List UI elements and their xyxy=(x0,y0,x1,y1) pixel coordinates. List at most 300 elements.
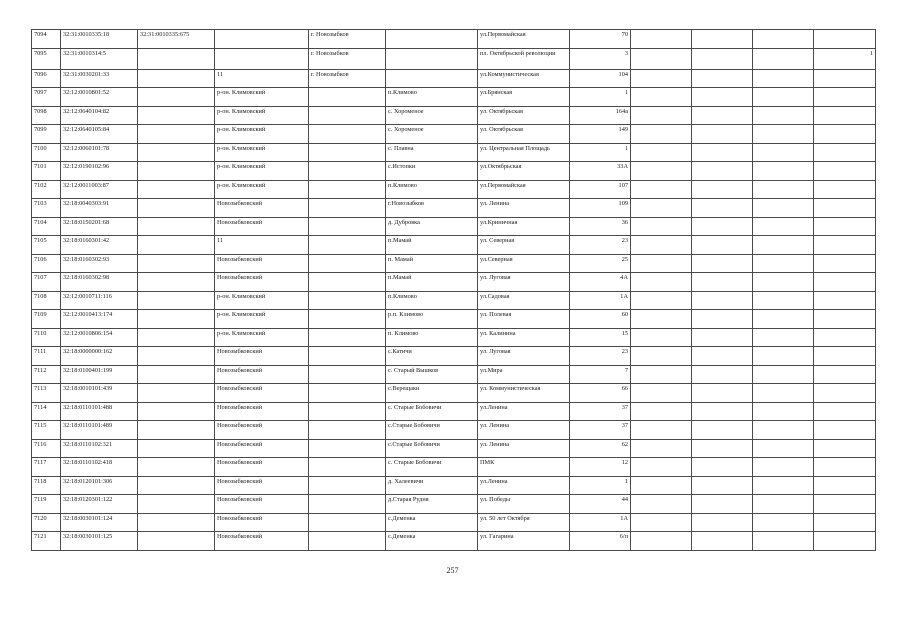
cell-col-11 xyxy=(753,458,814,477)
cell-col-12 xyxy=(814,180,876,199)
cell-parent-cadastral-number xyxy=(138,106,215,125)
cell-col-10 xyxy=(692,273,753,292)
cell-house-number: 109 xyxy=(570,199,631,218)
registry-table xyxy=(31,29,876,551)
cell-settlement: с. Хороменое xyxy=(386,106,478,125)
cell-street: ул.Первомайская xyxy=(478,30,570,49)
cell-parent-cadastral-number xyxy=(138,458,215,477)
cell-parent-cadastral-number xyxy=(138,254,215,273)
cell-house-number: 33А xyxy=(570,162,631,181)
cell-street: ул. 50 лет Октября xyxy=(478,513,570,532)
cell-col-9 xyxy=(631,162,692,181)
cell-city xyxy=(309,365,386,384)
cell-col-11 xyxy=(753,439,814,458)
cell-col-9 xyxy=(631,347,692,366)
cell-col-10 xyxy=(692,69,753,88)
cell-col-9 xyxy=(631,143,692,162)
cell-col-9 xyxy=(631,365,692,384)
cell-cadastral-number: 32:31:0010335:18 xyxy=(61,30,138,49)
cell-col-12 xyxy=(814,402,876,421)
cell-col-12 xyxy=(814,365,876,384)
cell-district: Новозыбковский xyxy=(215,495,309,514)
cell-col-12 xyxy=(814,310,876,329)
cell-cadastral-number: 32:18:0160302:98 xyxy=(61,273,138,292)
cell-parent-cadastral-number: 32:31:0010335:675 xyxy=(138,30,215,49)
table-row xyxy=(32,236,876,255)
cell-district: Новозыбковский xyxy=(215,365,309,384)
cell-city xyxy=(309,143,386,162)
cell-district: Новозыбковский xyxy=(215,273,309,292)
table-row xyxy=(32,476,876,495)
cell-street: ул. Луговая xyxy=(478,347,570,366)
cell-settlement: с.Старые Бобовичи xyxy=(386,439,478,458)
cell-cadastral-number: 32:18:0150201:68 xyxy=(61,217,138,236)
cell-col-10 xyxy=(692,532,753,551)
cell-col-9 xyxy=(631,532,692,551)
cell-col-10 xyxy=(692,310,753,329)
cell-district: р-он. Климовский xyxy=(215,310,309,329)
cell-street: ул. Ленина xyxy=(478,199,570,218)
cell-cadastral-number: 32:18:0000000:162 xyxy=(61,347,138,366)
cell-district: Новозыбковский xyxy=(215,199,309,218)
cell-district: Новозыбковский xyxy=(215,532,309,551)
cell-city xyxy=(309,439,386,458)
cell-city xyxy=(309,162,386,181)
cell-cadastral-number: 32:18:0030101:125 xyxy=(61,532,138,551)
table-row xyxy=(32,273,876,292)
cell-col-9 xyxy=(631,106,692,125)
cell-settlement: с.Старые Бобовичи xyxy=(386,421,478,440)
cell-parent-cadastral-number xyxy=(138,273,215,292)
cell-street: ул. Победы xyxy=(478,495,570,514)
cell-city xyxy=(309,328,386,347)
cell-street: ПМК xyxy=(478,458,570,477)
cell-district: р-он. Климовский xyxy=(215,106,309,125)
cell-house-number: 23 xyxy=(570,347,631,366)
cell-settlement: с.Деменка xyxy=(386,532,478,551)
table-row xyxy=(32,30,876,49)
cell-col-12 xyxy=(814,439,876,458)
cell-col-11 xyxy=(753,347,814,366)
cell-col-10 xyxy=(692,347,753,366)
cell-street: ул. Полевая xyxy=(478,310,570,329)
cell-row-number: 7097 xyxy=(32,88,61,107)
cell-city xyxy=(309,88,386,107)
cell-city xyxy=(309,254,386,273)
cell-district: Новозыбковский xyxy=(215,402,309,421)
cell-settlement xyxy=(386,30,478,49)
cell-parent-cadastral-number xyxy=(138,199,215,218)
cell-col-12 xyxy=(814,88,876,107)
cell-row-number: 7107 xyxy=(32,273,61,292)
cell-col-12 xyxy=(814,291,876,310)
cell-street: ул.Северная xyxy=(478,254,570,273)
cell-street: ул.Садовая xyxy=(478,291,570,310)
cell-parent-cadastral-number xyxy=(138,48,215,69)
cell-col-10 xyxy=(692,421,753,440)
cell-city xyxy=(309,180,386,199)
cell-city xyxy=(309,458,386,477)
cell-col-11 xyxy=(753,143,814,162)
cell-parent-cadastral-number xyxy=(138,476,215,495)
cell-cadastral-number: 32:12:0011003:87 xyxy=(61,180,138,199)
cell-col-12 xyxy=(814,236,876,255)
cell-col-9 xyxy=(631,458,692,477)
cell-col-11 xyxy=(753,476,814,495)
table-row xyxy=(32,254,876,273)
cell-col-12: 1 xyxy=(814,48,876,69)
cell-city xyxy=(309,347,386,366)
cell-parent-cadastral-number xyxy=(138,384,215,403)
cell-street: ул.Брянская xyxy=(478,88,570,107)
cell-street: ул.Коммунистическая xyxy=(478,69,570,88)
cell-col-11 xyxy=(753,217,814,236)
cell-street: ул. Ленина xyxy=(478,439,570,458)
cell-col-12 xyxy=(814,476,876,495)
cell-cadastral-number: 32:18:0110101:489 xyxy=(61,421,138,440)
cell-cadastral-number: 32:12:0060101:78 xyxy=(61,143,138,162)
cell-street: ул.Криничная xyxy=(478,217,570,236)
cell-cadastral-number: 32:18:0100401:199 xyxy=(61,365,138,384)
cell-col-10 xyxy=(692,199,753,218)
table-row xyxy=(32,88,876,107)
cell-col-9 xyxy=(631,199,692,218)
cell-col-9 xyxy=(631,125,692,144)
cell-col-9 xyxy=(631,273,692,292)
cell-col-9 xyxy=(631,495,692,514)
cell-parent-cadastral-number xyxy=(138,291,215,310)
cell-street: ул.Октябрьская xyxy=(478,162,570,181)
cell-col-12 xyxy=(814,328,876,347)
cell-cadastral-number: 32:18:0030101:124 xyxy=(61,513,138,532)
cell-col-10 xyxy=(692,513,753,532)
cell-col-9 xyxy=(631,180,692,199)
cell-col-10 xyxy=(692,236,753,255)
table-row xyxy=(32,328,876,347)
cell-row-number: 7096 xyxy=(32,69,61,88)
cell-house-number: 104 xyxy=(570,69,631,88)
cell-city xyxy=(309,513,386,532)
cell-col-11 xyxy=(753,513,814,532)
cell-district: Новозыбковский xyxy=(215,254,309,273)
cell-settlement: с.Катичи xyxy=(386,347,478,366)
cell-col-12 xyxy=(814,495,876,514)
cell-city xyxy=(309,125,386,144)
cell-parent-cadastral-number xyxy=(138,513,215,532)
cell-parent-cadastral-number xyxy=(138,495,215,514)
cell-city xyxy=(309,236,386,255)
cell-cadastral-number: 32:12:0010413:174 xyxy=(61,310,138,329)
cell-col-12 xyxy=(814,217,876,236)
cell-row-number: 7119 xyxy=(32,495,61,514)
cell-city xyxy=(309,106,386,125)
table-row xyxy=(32,217,876,236)
cell-col-11 xyxy=(753,291,814,310)
cell-city xyxy=(309,532,386,551)
cell-col-11 xyxy=(753,30,814,49)
cell-district: р-он. Климовский xyxy=(215,180,309,199)
cell-district: Новозыбковский xyxy=(215,217,309,236)
cell-col-9 xyxy=(631,30,692,49)
table-row xyxy=(32,365,876,384)
cell-settlement: с.Истопки xyxy=(386,162,478,181)
cell-settlement: с.Деменка xyxy=(386,513,478,532)
table-row xyxy=(32,106,876,125)
cell-settlement: р.п. Климово xyxy=(386,310,478,329)
cell-row-number: 7120 xyxy=(32,513,61,532)
cell-col-11 xyxy=(753,69,814,88)
cell-street: ул. Коммунистическая xyxy=(478,384,570,403)
table-row xyxy=(32,69,876,88)
cell-row-number: 7101 xyxy=(32,162,61,181)
cell-settlement: п. Мамай xyxy=(386,254,478,273)
cell-city xyxy=(309,291,386,310)
cell-city: г. Новозыбков xyxy=(309,30,386,49)
cell-settlement: п.Климово xyxy=(386,88,478,107)
cell-col-12 xyxy=(814,30,876,49)
cell-parent-cadastral-number xyxy=(138,180,215,199)
cell-house-number: 1А xyxy=(570,291,631,310)
cell-col-10 xyxy=(692,458,753,477)
cell-cadastral-number: 32:18:0160302:93 xyxy=(61,254,138,273)
cell-parent-cadastral-number xyxy=(138,328,215,347)
cell-city xyxy=(309,495,386,514)
cell-city xyxy=(309,199,386,218)
cell-house-number: 44 xyxy=(570,495,631,514)
table-row xyxy=(32,458,876,477)
cell-col-11 xyxy=(753,310,814,329)
cell-col-9 xyxy=(631,476,692,495)
cell-col-12 xyxy=(814,384,876,403)
cell-col-12 xyxy=(814,273,876,292)
cell-house-number: 1 xyxy=(570,476,631,495)
cell-col-12 xyxy=(814,254,876,273)
cell-row-number: 7094 xyxy=(32,30,61,49)
cell-district: р-он. Климовский xyxy=(215,162,309,181)
cell-col-11 xyxy=(753,48,814,69)
cell-col-10 xyxy=(692,476,753,495)
cell-col-10 xyxy=(692,30,753,49)
cell-col-11 xyxy=(753,236,814,255)
table-row xyxy=(32,439,876,458)
cell-col-12 xyxy=(814,513,876,532)
cell-col-10 xyxy=(692,180,753,199)
cell-col-11 xyxy=(753,162,814,181)
cell-col-10 xyxy=(692,88,753,107)
table-row xyxy=(32,421,876,440)
cell-settlement: с.Верещаки xyxy=(386,384,478,403)
cell-parent-cadastral-number xyxy=(138,143,215,162)
cell-col-11 xyxy=(753,384,814,403)
cell-parent-cadastral-number xyxy=(138,125,215,144)
cell-house-number: 1 xyxy=(570,88,631,107)
cell-col-10 xyxy=(692,365,753,384)
cell-col-10 xyxy=(692,328,753,347)
cell-settlement: п.Мамай xyxy=(386,236,478,255)
cell-cadastral-number: 32:12:0190102:96 xyxy=(61,162,138,181)
cell-street: ул. Калинина xyxy=(478,328,570,347)
table-row xyxy=(32,162,876,181)
cell-col-11 xyxy=(753,88,814,107)
table-row xyxy=(32,532,876,551)
cell-street: ул.Ленина xyxy=(478,476,570,495)
cell-col-10 xyxy=(692,291,753,310)
cell-house-number: 15 xyxy=(570,328,631,347)
table-row xyxy=(32,180,876,199)
cell-district: 11 xyxy=(215,236,309,255)
cell-district: р-он. Климовский xyxy=(215,328,309,347)
cell-house-number: 23 xyxy=(570,236,631,255)
cell-settlement xyxy=(386,48,478,69)
cell-col-9 xyxy=(631,328,692,347)
cell-col-10 xyxy=(692,495,753,514)
cell-house-number: 70 xyxy=(570,30,631,49)
cell-row-number: 7109 xyxy=(32,310,61,329)
cell-row-number: 7115 xyxy=(32,421,61,440)
cell-col-11 xyxy=(753,125,814,144)
cell-cadastral-number: 32:12:0640105:84 xyxy=(61,125,138,144)
cell-cadastral-number: 32:31:0010314:5 xyxy=(61,48,138,69)
cell-city: г. Новозыбков xyxy=(309,69,386,88)
table-row xyxy=(32,513,876,532)
cell-settlement xyxy=(386,69,478,88)
cell-district: Новозыбковский xyxy=(215,458,309,477)
cell-col-11 xyxy=(753,365,814,384)
cell-street: ул.Первомайская xyxy=(478,180,570,199)
cell-city xyxy=(309,217,386,236)
cell-house-number: 62 xyxy=(570,439,631,458)
cell-city xyxy=(309,476,386,495)
cell-district: Новозыбковский xyxy=(215,476,309,495)
cell-parent-cadastral-number xyxy=(138,162,215,181)
cell-settlement: п. Климово xyxy=(386,328,478,347)
cell-parent-cadastral-number xyxy=(138,402,215,421)
cell-row-number: 7114 xyxy=(32,402,61,421)
cell-house-number: 1 xyxy=(570,143,631,162)
cell-col-10 xyxy=(692,143,753,162)
cell-row-number: 7102 xyxy=(32,180,61,199)
cell-col-10 xyxy=(692,439,753,458)
table-body xyxy=(32,30,876,551)
cell-cadastral-number: 32:12:0010711:116 xyxy=(61,291,138,310)
page-number: 257 xyxy=(446,566,459,575)
cell-parent-cadastral-number xyxy=(138,421,215,440)
cell-row-number: 7111 xyxy=(32,347,61,366)
cell-col-12 xyxy=(814,125,876,144)
cell-col-11 xyxy=(753,254,814,273)
cell-col-12 xyxy=(814,69,876,88)
cell-district: Новозыбковский xyxy=(215,347,309,366)
cell-cadastral-number: 32:18:0110102:418 xyxy=(61,458,138,477)
cell-cadastral-number: 32:18:0040303:91 xyxy=(61,199,138,218)
cell-parent-cadastral-number xyxy=(138,439,215,458)
cell-city xyxy=(309,310,386,329)
cell-col-12 xyxy=(814,421,876,440)
cell-house-number: 4А xyxy=(570,273,631,292)
cell-street: ул. Гагарина xyxy=(478,532,570,551)
cell-house-number: 1А xyxy=(570,513,631,532)
table-row xyxy=(32,310,876,329)
cell-district xyxy=(215,30,309,49)
cell-col-9 xyxy=(631,48,692,69)
cell-row-number: 7098 xyxy=(32,106,61,125)
cell-settlement: с. Хороменое xyxy=(386,125,478,144)
cell-cadastral-number: 32:18:0110101:488 xyxy=(61,402,138,421)
cell-row-number: 7108 xyxy=(32,291,61,310)
cell-cadastral-number: 32:12:0640104:82 xyxy=(61,106,138,125)
cell-col-11 xyxy=(753,180,814,199)
cell-city xyxy=(309,273,386,292)
cell-parent-cadastral-number xyxy=(138,88,215,107)
cell-col-10 xyxy=(692,402,753,421)
cell-col-10 xyxy=(692,384,753,403)
cell-district xyxy=(215,48,309,69)
cell-col-10 xyxy=(692,254,753,273)
cell-settlement: п.Мамай xyxy=(386,273,478,292)
cell-city xyxy=(309,384,386,403)
cell-house-number: 149 xyxy=(570,125,631,144)
cell-col-10 xyxy=(692,162,753,181)
cell-row-number: 7113 xyxy=(32,384,61,403)
cell-house-number: 12 xyxy=(570,458,631,477)
cell-house-number: 25 xyxy=(570,254,631,273)
cell-district: Новозыбковский xyxy=(215,439,309,458)
cell-district: Новозыбковский xyxy=(215,513,309,532)
cell-col-10 xyxy=(692,106,753,125)
cell-settlement: д. Дубровка xyxy=(386,217,478,236)
cell-col-11 xyxy=(753,273,814,292)
cell-district: 11 xyxy=(215,69,309,88)
cell-row-number: 7110 xyxy=(32,328,61,347)
cell-row-number: 7121 xyxy=(32,532,61,551)
cell-district: Новозыбковский xyxy=(215,421,309,440)
cell-house-number: 7 xyxy=(570,365,631,384)
cell-col-10 xyxy=(692,48,753,69)
cell-city xyxy=(309,421,386,440)
cell-row-number: 7095 xyxy=(32,48,61,69)
cell-col-9 xyxy=(631,384,692,403)
cell-parent-cadastral-number xyxy=(138,347,215,366)
cell-col-9 xyxy=(631,402,692,421)
cell-settlement: с. Старый Вышков xyxy=(386,365,478,384)
cell-col-9 xyxy=(631,88,692,107)
table-row xyxy=(32,402,876,421)
cell-house-number: 37 xyxy=(570,421,631,440)
cell-settlement: д.Старая Рудня xyxy=(386,495,478,514)
cell-col-9 xyxy=(631,421,692,440)
cell-col-11 xyxy=(753,402,814,421)
cell-col-9 xyxy=(631,439,692,458)
cell-col-12 xyxy=(814,162,876,181)
cell-settlement: с. Плавна xyxy=(386,143,478,162)
table-row xyxy=(32,384,876,403)
table-row xyxy=(32,143,876,162)
cell-col-10 xyxy=(692,125,753,144)
table-row xyxy=(32,291,876,310)
cell-parent-cadastral-number xyxy=(138,532,215,551)
cell-col-11 xyxy=(753,421,814,440)
cell-street: ул. Ленина xyxy=(478,421,570,440)
cell-col-11 xyxy=(753,495,814,514)
cell-house-number: 66 xyxy=(570,384,631,403)
cell-street: пл. Октябрьской революции xyxy=(478,48,570,69)
cell-parent-cadastral-number xyxy=(138,217,215,236)
cell-settlement: г.Новозыбков xyxy=(386,199,478,218)
cell-col-9 xyxy=(631,291,692,310)
cell-settlement: д. Халеевичи xyxy=(386,476,478,495)
cell-district: р-он. Климовский xyxy=(215,291,309,310)
cell-house-number: 164а xyxy=(570,106,631,125)
